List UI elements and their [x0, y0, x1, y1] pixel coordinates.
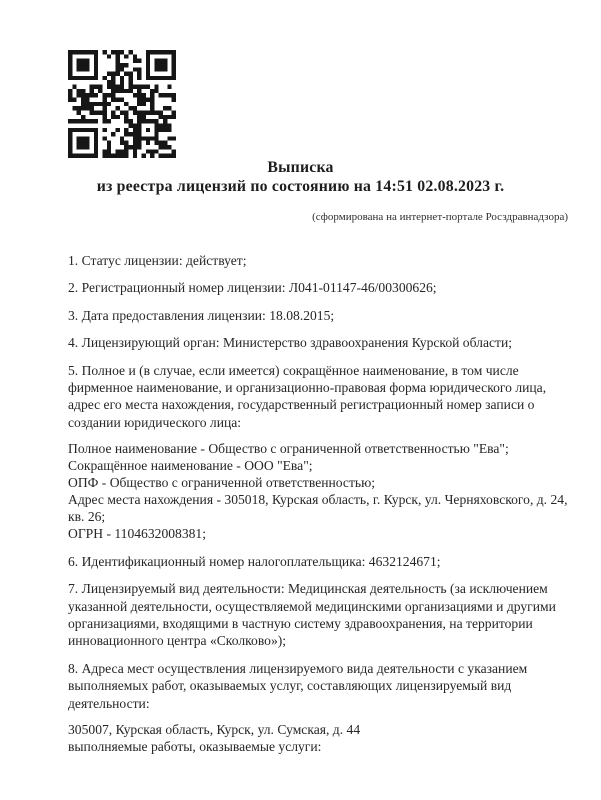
paragraph-organization-intro: 5. Полное и (в случае, если имеется) сокращённое наименование, в том числе фирменное наименование, и организационно-правовая форма юридического лица, адрес его места нахождения, государственный регистрационный номер записи о создании юридического лица:	[68, 362, 547, 430]
document-title-line-1: Выписка	[267, 159, 334, 176]
document-title	[0, 158, 601, 196]
organization-details-block	[68, 441, 568, 542]
activity-works-label: выполняемые работы, оказываемые услуги:	[68, 738, 322, 754]
org-legal-form: ОПФ - Общество с ограниченной ответственностью;	[68, 475, 376, 491]
org-full-name: Полное наименование - Общество с ограниченной ответственностью "Ева";	[68, 441, 509, 457]
org-short-name: Сокращённое наименование - ООО "Ева";	[68, 458, 313, 474]
org-address: Адрес места нахождения - 305018, Курская область, г. Курск, ул. Черняховского, д. 24, кв. 26;	[68, 491, 568, 524]
qr-code-icon	[68, 50, 176, 158]
paragraph-licensed-activity: 7. Лицензируемый вид деятельности: Медицинская деятельность (за исключением указанной деятельности, осуществляемой медицинскими организациями и другими организациями, входящими в частную систему здравоохранения, на территории инновационного центра «Сколково»);	[68, 581, 556, 649]
activity-address: 305007, Курская область, Курск, ул. Сумская, д. 44	[68, 721, 361, 737]
document-body	[68, 252, 568, 766]
document-title-line-2: из реестра лицензий по состоянию на 14:51 02.08.2023 г.	[96, 178, 505, 195]
document-subtitle: (сформирована на интернет-портале Росздравнадзора)	[312, 211, 568, 223]
paragraph-registration-number: 2. Регистрационный номер лицензии: Л041-01147-46/00300626;	[68, 280, 437, 296]
paragraph-licensing-authority: 4. Лицензирующий орган: Министерство здравоохранения Курской области;	[68, 335, 513, 351]
paragraph-license-status: 1. Статус лицензии: действует;	[68, 253, 247, 268]
paragraph-activity-addresses-intro: 8. Адреса мест осуществления лицензируемого вида деятельности с указанием выполняемых работ, оказываемых услуг, составляющих лицензируемый вид деятельности:	[68, 660, 528, 711]
activity-address-block	[68, 722, 568, 756]
paragraph-inn: 6. Идентификационный номер налогоплательщика: 4632124671;	[68, 553, 441, 569]
org-ogrn: ОГРН - 1104632008381;	[68, 525, 207, 541]
paragraph-grant-date: 3. Дата предоставления лицензии: 18.08.2015;	[68, 307, 335, 323]
